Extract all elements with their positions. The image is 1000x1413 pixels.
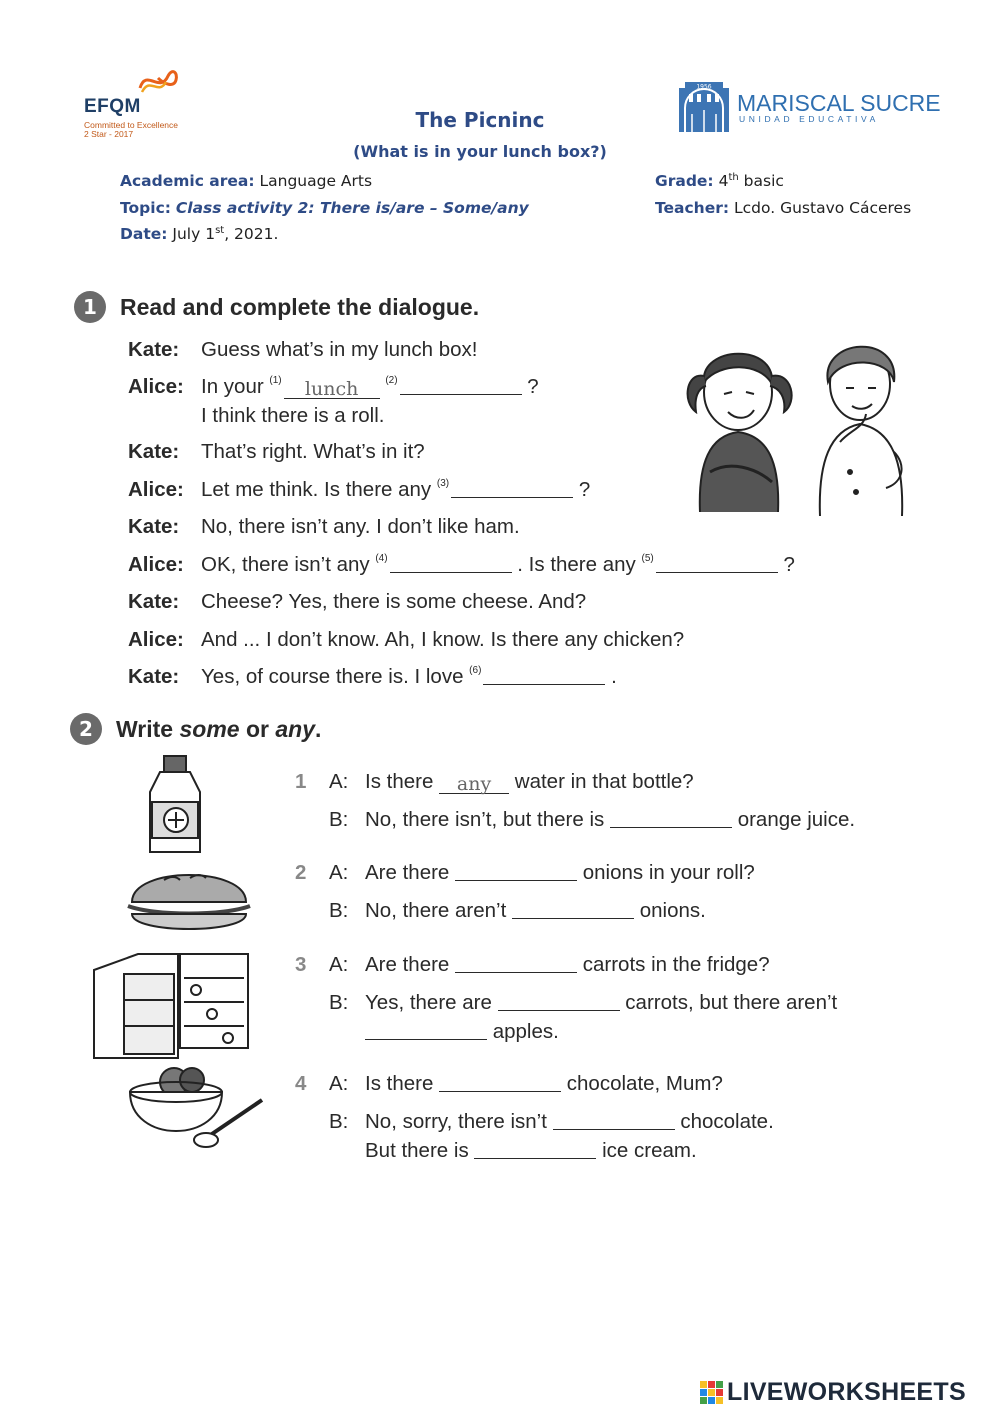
liveworksheets-text: LIVEWORKSHEETS — [727, 1378, 966, 1406]
exercise-item-2: 2 A: Are there onions in your roll? — [295, 861, 755, 884]
page-title: The Picninc — [415, 108, 545, 132]
liveworksheets-brand[interactable] — [700, 1378, 966, 1407]
school-subtitle: UNIDAD EDUCATIVA — [739, 114, 879, 124]
section-number: 1 — [74, 291, 106, 323]
item-4-b2-blank[interactable] — [474, 1141, 596, 1159]
exercise-item-3-b: B: Yes, there are carrots, but there aren’t — [329, 991, 838, 1014]
answer-blank-3[interactable] — [451, 480, 573, 498]
date: Date: July 1st, 2021. — [120, 225, 279, 244]
item-1-b-blank[interactable] — [610, 810, 732, 828]
efqm-swirl-icon — [136, 66, 180, 96]
exercise-item-4-b2: But there is ice cream. — [365, 1139, 697, 1162]
item-2-a-blank[interactable] — [455, 863, 577, 881]
academic-area: Academic area: Language Arts — [120, 172, 373, 190]
section-title: Write some or any. — [116, 715, 322, 742]
exercise-item-1-b: B: No, there isn’t, but there is orange juice. — [329, 808, 856, 831]
exercise-item-3: 3 A: Are there carrots in the fridge? — [295, 953, 770, 976]
exercise-item-1: 1 A: Is there any water in that bottle? — [295, 770, 694, 795]
dialogue-line: Kate: No, there isn’t any. I don’t like ham. — [128, 515, 520, 538]
girls-illustration — [680, 332, 920, 518]
sandwich-roll-icon — [124, 862, 254, 938]
exercise-item-2-b: B: No, there aren’t onions. — [329, 899, 706, 922]
section-title: Read and complete the dialogue. — [120, 293, 480, 320]
fridge-icon — [88, 950, 254, 1062]
answer-blank-6[interactable] — [483, 667, 605, 685]
section-1-heading — [74, 290, 479, 324]
item-2-b-blank[interactable] — [512, 901, 634, 919]
item-4-a-blank[interactable] — [439, 1074, 561, 1092]
school-logo-year: 1956 — [696, 83, 712, 91]
ice-cream-bowl-icon — [126, 1058, 276, 1152]
item-1-a-blank[interactable]: any — [439, 776, 509, 794]
section-2-heading — [70, 712, 321, 746]
dialogue-line: Kate: Cheese? Yes, there is some cheese. And? — [128, 590, 587, 613]
dialogue-line: Alice: And ... I don’t know. Ah, I know. Is there any chicken? — [128, 628, 685, 651]
efqm-tagline: Committed to Excellence 2 Star - 2017 — [84, 120, 179, 139]
dialogue-line: Alice: In your $^{(1)}$ lunch $^{(2)}$ ? — [128, 375, 539, 400]
dialogue-line: Kate: Guess what’s in my lunch box! — [128, 338, 478, 361]
exercise-item-4: 4 A: Is there chocolate, Mum? — [295, 1072, 723, 1095]
section-number: 2 — [70, 713, 102, 745]
item-3-a-blank[interactable] — [455, 955, 577, 973]
item-3-b-blank[interactable] — [498, 993, 620, 1011]
grade: Grade: 4th basic — [655, 172, 784, 191]
item-4-b-blank[interactable] — [553, 1112, 675, 1130]
school-logo — [677, 80, 947, 136]
item-3-b2-blank[interactable] — [365, 1022, 487, 1040]
exercise-item-4-b: B: No, sorry, there isn’t chocolate. — [329, 1110, 774, 1133]
answer-blank-5[interactable] — [656, 555, 778, 573]
dialogue-line: Alice: Let me think. Is there any $^{(3)}$ ? — [128, 478, 591, 501]
dialogue-line: I think there is a roll. — [201, 404, 385, 427]
exercise-item-3-b2: apples. — [365, 1020, 559, 1044]
school-name: MARISCAL SUCRE — [737, 90, 941, 116]
answer-blank-1[interactable]: lunch — [284, 381, 380, 399]
teacher: Teacher: Lcdo. Gustavo Cáceres — [655, 199, 912, 217]
liveworksheets-logo-icon — [700, 1381, 723, 1404]
answer-blank-4[interactable] — [390, 555, 512, 573]
juice-bottle-icon — [140, 752, 210, 860]
answer-blank-2[interactable] — [400, 377, 522, 395]
topic: Topic: Class activity 2: There is/are – Some/any — [120, 199, 529, 217]
efqm-word: EFQM — [84, 96, 141, 117]
efqm-logo — [84, 66, 204, 146]
dialogue-line: Kate: Yes, of course there is. I love $^{(6)}$ . — [128, 665, 617, 688]
dialogue-line: Kate: That’s right. What’s in it? — [128, 440, 425, 463]
school-building-icon — [677, 80, 731, 134]
dialogue-line: Alice: OK, there isn’t any $^{(4)}$ . Is there any $^{(5)}$ ? — [128, 553, 795, 576]
page-subtitle: (What is in your lunch box?) — [353, 142, 607, 161]
